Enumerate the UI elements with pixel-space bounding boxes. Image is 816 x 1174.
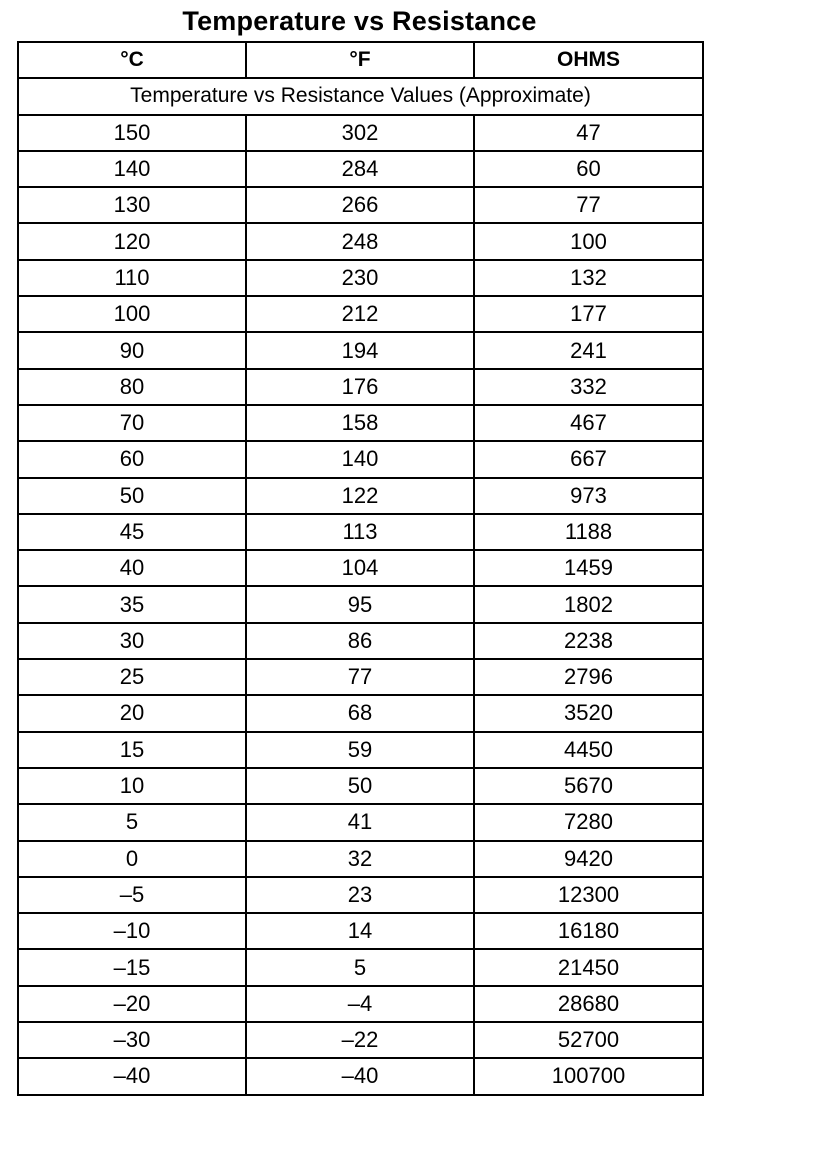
table-row (18, 1022, 703, 1058)
celsius-cell: 90 (18, 332, 246, 368)
celsius-cell: 35 (18, 586, 246, 622)
table-row (18, 223, 703, 259)
celsius-cell: 30 (18, 623, 246, 659)
celsius-cell: 60 (18, 441, 246, 477)
fahrenheit-cell: 194 (246, 332, 474, 368)
fahrenheit-cell: 176 (246, 369, 474, 405)
table-row (18, 804, 703, 840)
fahrenheit-cell: 59 (246, 732, 474, 768)
ohms-cell: 28680 (474, 986, 703, 1022)
celsius-cell: –5 (18, 877, 246, 913)
fahrenheit-cell: 158 (246, 405, 474, 441)
fahrenheit-cell: 77 (246, 659, 474, 695)
celsius-cell: 10 (18, 768, 246, 804)
fahrenheit-cell: 266 (246, 187, 474, 223)
table-row (18, 1058, 703, 1094)
table-row (18, 151, 703, 187)
ohms-cell: 7280 (474, 804, 703, 840)
ohms-cell: 973 (474, 478, 703, 514)
celsius-cell: 120 (18, 223, 246, 259)
table-row (18, 332, 703, 368)
table-row (18, 659, 703, 695)
table-row (18, 550, 703, 586)
fahrenheit-cell: 5 (246, 949, 474, 985)
ohms-cell: 100700 (474, 1058, 703, 1094)
column-header-celsius: °C (18, 42, 246, 78)
celsius-cell: –20 (18, 986, 246, 1022)
table-row (18, 405, 703, 441)
table-row (18, 695, 703, 731)
table-row (18, 369, 703, 405)
fahrenheit-cell: 248 (246, 223, 474, 259)
table-row (18, 913, 703, 949)
ohms-cell: 3520 (474, 695, 703, 731)
ohms-cell: 9420 (474, 841, 703, 877)
celsius-cell: –30 (18, 1022, 246, 1058)
ohms-cell: 2796 (474, 659, 703, 695)
column-header-ohms: OHMS (474, 42, 703, 78)
table-row (18, 115, 703, 151)
ohms-cell: 332 (474, 369, 703, 405)
celsius-cell: 130 (18, 187, 246, 223)
ohms-cell: 467 (474, 405, 703, 441)
table-row (18, 949, 703, 985)
celsius-cell: 20 (18, 695, 246, 731)
celsius-cell: 15 (18, 732, 246, 768)
celsius-cell: 70 (18, 405, 246, 441)
fahrenheit-cell: 122 (246, 478, 474, 514)
fahrenheit-cell: 140 (246, 441, 474, 477)
fahrenheit-cell: 23 (246, 877, 474, 913)
ohms-cell: 77 (474, 187, 703, 223)
fahrenheit-cell: 86 (246, 623, 474, 659)
ohms-cell: 60 (474, 151, 703, 187)
ohms-cell: 21450 (474, 949, 703, 985)
table-row (18, 877, 703, 913)
fahrenheit-cell: 113 (246, 514, 474, 550)
celsius-cell: 25 (18, 659, 246, 695)
fahrenheit-cell: 104 (246, 550, 474, 586)
ohms-cell: 241 (474, 332, 703, 368)
column-header-fahrenheit: °F (246, 42, 474, 78)
table-row (18, 441, 703, 477)
fahrenheit-cell: 50 (246, 768, 474, 804)
ohms-cell: 177 (474, 296, 703, 332)
table-row (18, 296, 703, 332)
celsius-cell: –40 (18, 1058, 246, 1094)
ohms-cell: 667 (474, 441, 703, 477)
table-row (18, 586, 703, 622)
table-row (18, 841, 703, 877)
fahrenheit-cell: 302 (246, 115, 474, 151)
celsius-cell: 100 (18, 296, 246, 332)
fahrenheit-cell: –40 (246, 1058, 474, 1094)
fahrenheit-cell: 284 (246, 151, 474, 187)
ohms-cell: 132 (474, 260, 703, 296)
ohms-cell: 100 (474, 223, 703, 259)
ohms-cell: 12300 (474, 877, 703, 913)
ohms-cell: 47 (474, 115, 703, 151)
celsius-cell: 140 (18, 151, 246, 187)
fahrenheit-cell: 212 (246, 296, 474, 332)
page-title: Temperature vs Resistance (182, 6, 537, 36)
ohms-cell: 1459 (474, 550, 703, 586)
table-row (18, 187, 703, 223)
fahrenheit-cell: 14 (246, 913, 474, 949)
subtitle-row (18, 78, 703, 114)
ohms-cell: 1188 (474, 514, 703, 550)
ohms-cell: 5670 (474, 768, 703, 804)
celsius-cell: 0 (18, 841, 246, 877)
celsius-cell: –15 (18, 949, 246, 985)
fahrenheit-cell: –4 (246, 986, 474, 1022)
fahrenheit-cell: 230 (246, 260, 474, 296)
table-row (18, 260, 703, 296)
celsius-cell: 110 (18, 260, 246, 296)
table-row (18, 732, 703, 768)
celsius-cell: 150 (18, 115, 246, 151)
table-row (18, 623, 703, 659)
celsius-cell: 50 (18, 478, 246, 514)
ohms-cell: 1802 (474, 586, 703, 622)
fahrenheit-cell: 68 (246, 695, 474, 731)
table-row (18, 514, 703, 550)
celsius-cell: 45 (18, 514, 246, 550)
fahrenheit-cell: –22 (246, 1022, 474, 1058)
temperature-resistance-table (17, 41, 704, 1096)
table-row (18, 478, 703, 514)
ohms-cell: 2238 (474, 623, 703, 659)
fahrenheit-cell: 32 (246, 841, 474, 877)
ohms-cell: 52700 (474, 1022, 703, 1058)
table-row (18, 986, 703, 1022)
celsius-cell: 80 (18, 369, 246, 405)
table-subtitle: Temperature vs Resistance Values (Approximate) (18, 78, 703, 114)
ohms-cell: 4450 (474, 732, 703, 768)
table-row (18, 768, 703, 804)
table-body (18, 78, 703, 1094)
celsius-cell: 5 (18, 804, 246, 840)
header-row (18, 42, 703, 78)
ohms-cell: 16180 (474, 913, 703, 949)
celsius-cell: –10 (18, 913, 246, 949)
celsius-cell: 40 (18, 550, 246, 586)
fahrenheit-cell: 95 (246, 586, 474, 622)
fahrenheit-cell: 41 (246, 804, 474, 840)
